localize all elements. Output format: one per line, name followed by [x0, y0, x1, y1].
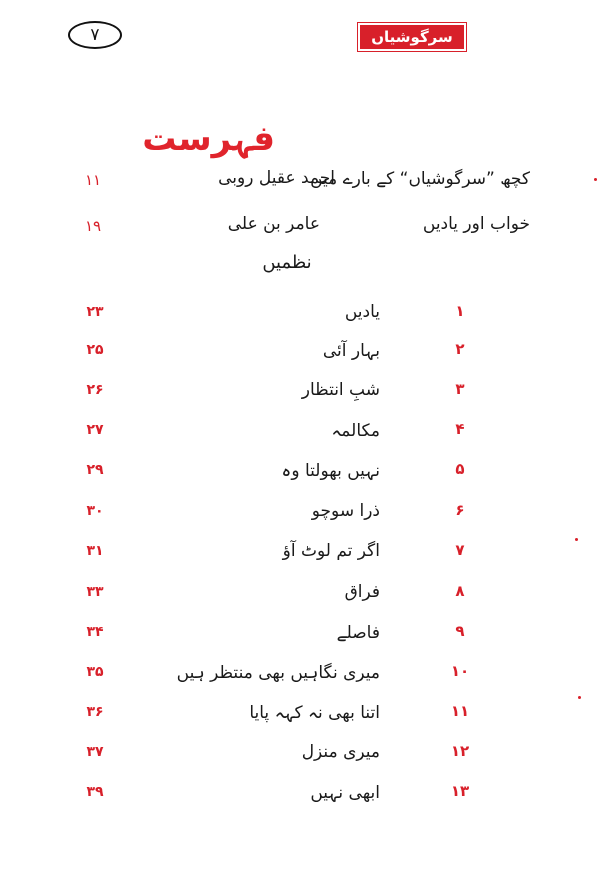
- poem-page: ۲۶: [86, 382, 104, 398]
- poem-title: ذرا سوچو: [311, 501, 380, 521]
- poem-page: ۲۹: [86, 462, 104, 478]
- poem-page: ۳۳: [86, 584, 104, 600]
- poem-title: نہیں بھولتا وہ: [281, 461, 380, 481]
- toc-row: [0, 460, 600, 492]
- poem-number: ۶: [455, 501, 465, 519]
- toc-row: [0, 742, 600, 774]
- poem-title: میری نگاہیں بھی منتظر ہیں: [176, 663, 380, 683]
- poem-page: ۳۴: [86, 624, 104, 640]
- poem-number: ۴: [455, 420, 465, 438]
- poem-number: ۲: [455, 340, 465, 358]
- intro-entry: [85, 214, 530, 244]
- poem-title: یادیں: [344, 302, 380, 322]
- poem-title: فاصلے: [336, 623, 380, 643]
- toc-row: [0, 541, 600, 573]
- poem-title: ابھی نہیں: [310, 783, 380, 803]
- toc-row: [0, 302, 600, 334]
- poem-number: ۱۳: [450, 782, 470, 800]
- poem-number: ۸: [455, 582, 465, 600]
- toc-row: [0, 622, 600, 654]
- poem-title: فراق: [344, 582, 380, 602]
- poem-page: ۳۹: [86, 784, 104, 800]
- intro-entry-author: عامر بن علی: [227, 214, 320, 234]
- page-number: ۷: [68, 21, 122, 49]
- scan-speck: [575, 538, 578, 541]
- toc-row: [0, 582, 600, 614]
- poem-number: ۱: [455, 302, 465, 320]
- poem-page: ۳۱: [86, 543, 104, 559]
- scan-speck: [578, 696, 581, 699]
- intro-entry: [85, 168, 530, 198]
- intro-entry-author: احمد عقیل روبی: [218, 168, 335, 188]
- intro-entry-page: ۱۱: [85, 171, 102, 189]
- intro-entry-title: خواب اور یادیں: [422, 214, 530, 234]
- poem-number: ۳: [455, 380, 465, 398]
- poem-page: ۳۵: [86, 664, 104, 680]
- book-title-badge: سرگوشیاں: [360, 25, 464, 49]
- toc-row: [0, 340, 600, 372]
- poem-title: اگر تم لوٹ آؤ: [282, 541, 380, 561]
- poem-page: ۲۷: [86, 422, 104, 438]
- section-heading-poems: نظمیں: [262, 252, 312, 273]
- intro-entry-title: کچھ ”سرگوشیاں“ کے بارے میں: [310, 169, 530, 189]
- poem-title: شبِ انتظار: [301, 380, 380, 400]
- poem-number: ۵: [455, 460, 465, 478]
- poem-number: ۷: [455, 541, 465, 559]
- toc-row: [0, 501, 600, 533]
- poem-number: ۱۱: [450, 702, 470, 720]
- poem-page: ۲۵: [86, 342, 104, 358]
- intro-entry-page: ۱۹: [85, 217, 102, 235]
- poem-page: ۳۷: [86, 744, 104, 760]
- toc-row: [0, 662, 600, 694]
- scan-speck: [594, 178, 597, 181]
- poem-number: ۱۰: [450, 662, 470, 680]
- poem-number: ۹: [455, 622, 465, 640]
- poem-number: ۱۲: [450, 742, 470, 760]
- poem-page: ۳۶: [86, 704, 104, 720]
- toc-title: فہرست: [142, 119, 275, 159]
- toc-row: [0, 420, 600, 452]
- poem-title: میری منزل: [301, 742, 380, 762]
- poem-page: ۳۰: [86, 503, 104, 519]
- poem-page: ۲۳: [86, 304, 104, 320]
- toc-row: [0, 380, 600, 412]
- toc-row: [0, 782, 600, 814]
- poem-title: مکالمہ: [331, 421, 380, 441]
- poem-title: بہار آئی: [322, 341, 380, 361]
- poem-title: اتنا بھی نہ کہہ پایا: [249, 703, 380, 723]
- toc-row: [0, 702, 600, 734]
